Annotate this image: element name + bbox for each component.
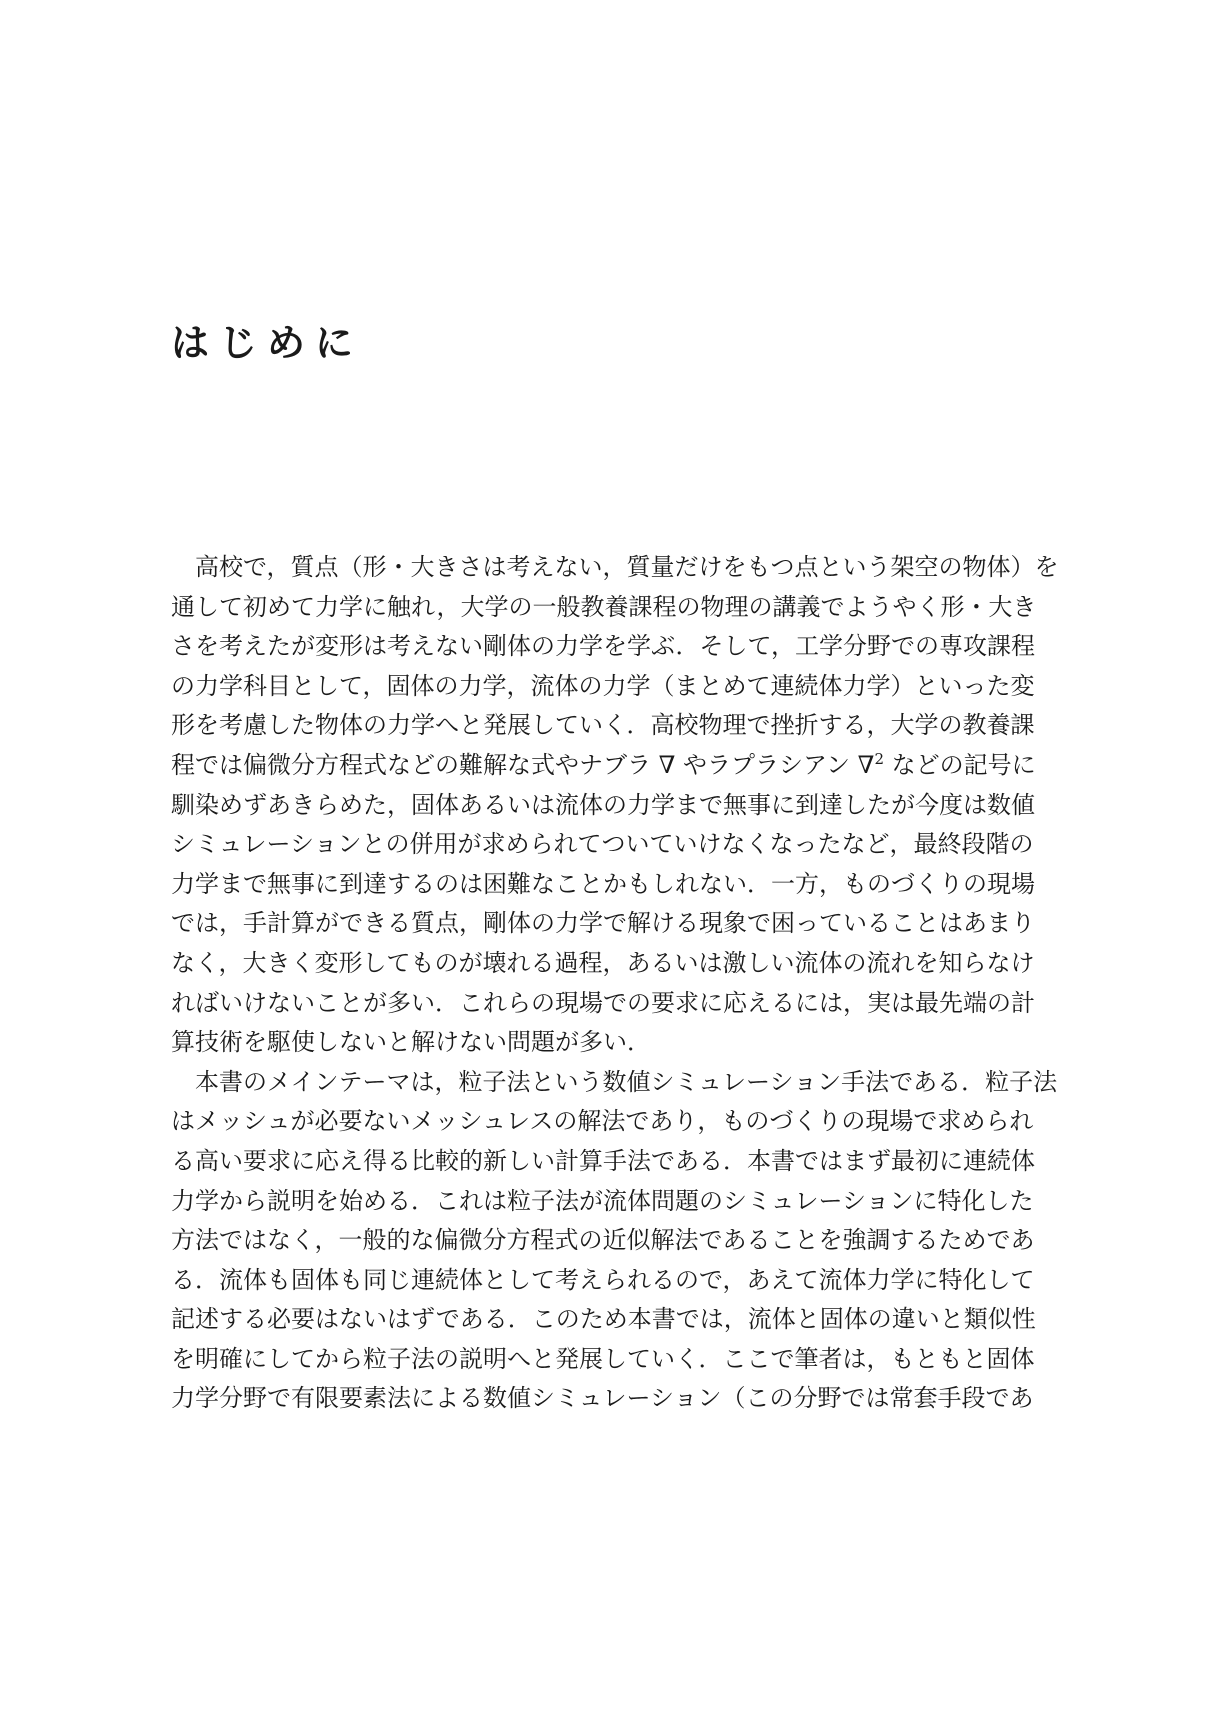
text-line: [171, 746, 1091, 786]
text-segment: 程では偏微分方程式などの難解な式やナブラ ∇ やラプラシアン ∇: [171, 750, 875, 779]
text-line: 馴染めずあきらめた，固体あるいは流体の力学まで無事に到達したが今度は数値: [171, 790, 1035, 819]
text-line: シミュレーションとの併用が求められてついていけなくなったなど，最終段階の: [171, 830, 1034, 859]
text-line: 本書のメインテーマは，粒子法という数値シミュレーション手法である．粒子法: [195, 1067, 1058, 1096]
text-line: 算技術を駆使しないと解けない問題が多い．: [171, 1028, 651, 1057]
text-line: 形を考慮した物体の力学へと発展していく．高校物理で挫折する，大学の教養課: [171, 711, 1035, 740]
text-line: 通して初めて力学に触れ，大学の一般教養課程の物理の講義でようやく形・大き: [171, 592, 1037, 621]
text-line: ればいけないことが多い．これらの現場での要求に応えるには，実は最先端の計: [171, 988, 1035, 1017]
text-line: る．流体も固体も同じ連続体として考えられるので，あえて流体力学に特化して: [171, 1265, 1035, 1294]
body-text: [171, 548, 1091, 1419]
text-line: を明確にしてから粒子法の説明へと発展していく．ここで筆者は，もともと固体: [171, 1344, 1035, 1373]
text-line: では，手計算ができる質点，剛体の力学で解ける現象で困っていることはあまり: [171, 909, 1035, 938]
text-line: 方法ではなく，一般的な偏微分方程式の近似解法であることを強調するためであ: [171, 1226, 1035, 1255]
superscript: 2: [874, 749, 884, 768]
text-line: 力学分野で有限要素法による数値シミュレーション（この分野では常套手段であ: [171, 1384, 1034, 1413]
text-segment: などの記号に: [884, 750, 1036, 779]
text-line: 力学から説明を始める．これは粒子法が流体問題のシミュレーションに特化した: [171, 1186, 1034, 1215]
text-line: の力学科目として，固体の力学，流体の力学（まとめて連続体力学）といった変: [171, 671, 1035, 700]
text-line: 力学まで無事に到達するのは困難なことかもしれない．一方，ものづくりの現場: [171, 869, 1035, 898]
text-line: 記述する必要はないはずである．このため本書では，流体と固体の違いと類似性: [171, 1305, 1036, 1334]
text-line: はメッシュが必要ないメッシュレスの解法であり，ものづくりの現場で求められ: [171, 1107, 1034, 1136]
chapter-heading: はじめに: [171, 321, 364, 365]
text-line: る高い要求に応え得る比較的新しい計算手法である．本書ではまず最初に連続体: [171, 1146, 1035, 1175]
text-line: さを考えたが変形は考えない剛体の力学を学ぶ．そして，工学分野での専攻課程: [171, 632, 1035, 661]
text-line: 高校で，質点（形・大きさは考えない，質量だけをもつ点という架空の物体）を: [195, 553, 1059, 581]
text-line: なく，大きく変形してものが壊れる過程，あるいは激しい流体の流れを知らなけ: [171, 948, 1035, 977]
